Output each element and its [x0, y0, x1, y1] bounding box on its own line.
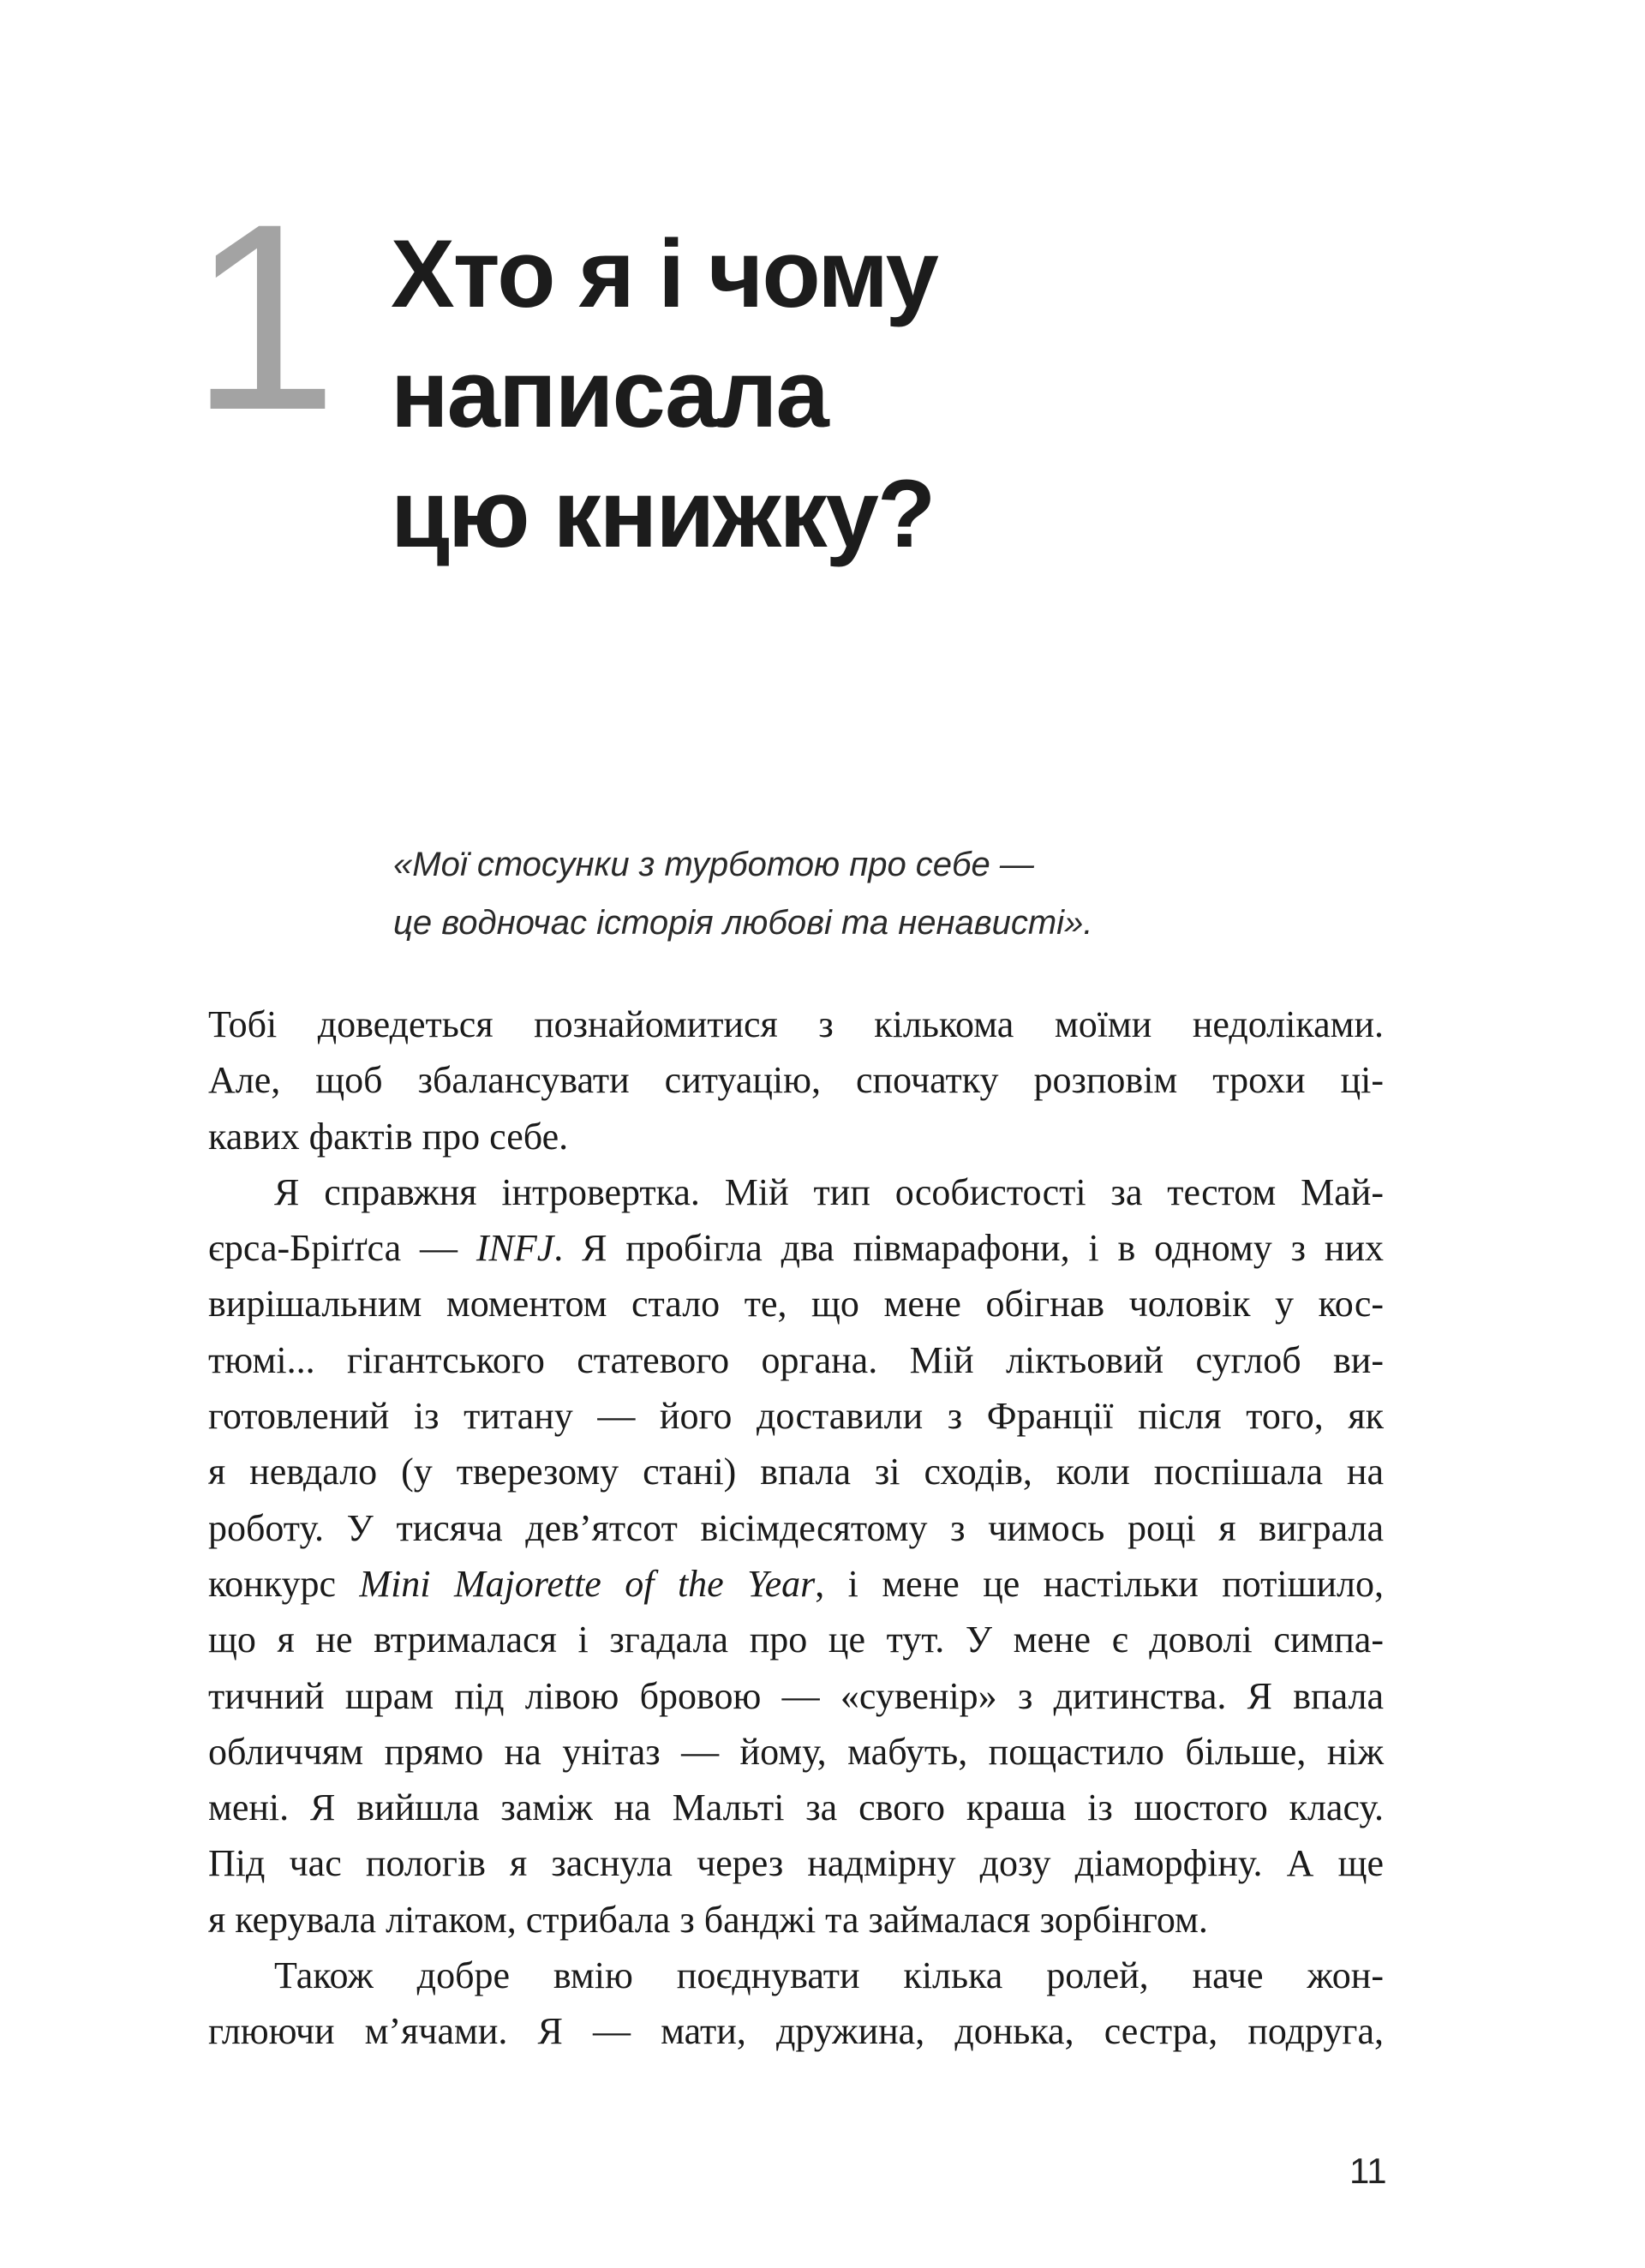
- chapter-number: 1: [190, 168, 338, 465]
- chapter-title-line: Хто я і чому: [391, 220, 937, 327]
- epigraph-line: «Мої стосунки з турботою про себе —: [393, 846, 1034, 883]
- body-line: вирішальним моментом стало те, що мене обігнав чоловік у кос-: [208, 1283, 1384, 1325]
- body-line: що я не втрималася і згадала про це тут. У мене є доволі симпа-: [208, 1619, 1384, 1661]
- body-text: [208, 996, 1384, 2060]
- italic-span: INFJ: [476, 1227, 554, 1270]
- body-line: готовлений із титану — його доставили з Франції після того, як: [208, 1395, 1384, 1438]
- page-number: 11: [1349, 2151, 1387, 2191]
- body-line: Також добре вмію поєднувати кілька ролей, наче жон-: [274, 1954, 1384, 1997]
- text-span: . Я пробігла два півмарафони, і в одному з них: [553, 1227, 1384, 1270]
- body-line: мені. Я вийшла заміж на Мальті за свого краша із шостого класу.: [208, 1786, 1384, 1829]
- chapter-title-line: цю книжку?: [391, 460, 935, 567]
- body-line: роботу. У тисяча дев’ятсот вісімдесятому з чимось році я виграла: [208, 1506, 1384, 1549]
- body-line: Але, щоб збалансувати ситуацію, спочатку розповім трохи ці-: [208, 1059, 1384, 1102]
- body-line: глюючи м’ячами. Я — мати, дружина, донька, сестра, подруга,: [208, 2010, 1384, 2053]
- body-line: [208, 1220, 1384, 1276]
- chapter-title: [391, 214, 937, 574]
- text-span: єрса-Бріґґса —: [208, 1227, 476, 1270]
- chapter-title-line: написала: [391, 340, 828, 447]
- text-span: конкурс: [208, 1562, 360, 1605]
- epigraph-line: це водночас історія любові та ненависті».: [393, 904, 1093, 942]
- body-line: Я справжня інтровертка. Мій тип особистості за тестом Май-: [274, 1170, 1384, 1213]
- body-line: кавих фактів про себе.: [208, 1115, 569, 1158]
- body-line: обличчям прямо на унітаз — йому, мабуть, пощастило більше, ніж: [208, 1730, 1384, 1773]
- body-line: [208, 1556, 1384, 1612]
- body-line: тичний шрам під лівою бровою — «сувенір» з дитинства. Я впала: [208, 1674, 1384, 1717]
- body-line: я керувала літаком, стрибала з банджі та займалася зорбінгом.: [208, 1898, 1208, 1941]
- text-span: , і мене це настільки потішило,: [815, 1562, 1384, 1605]
- body-line: Тобі доведеться познайомитися з кількома моїми недоліками.: [208, 1003, 1384, 1045]
- body-line: я невдало (у тверезому стані) впала зі сходів, коли поспішала на: [208, 1451, 1384, 1493]
- epigraph: [393, 835, 1092, 952]
- italic-span: Mini Majorette of the Year: [359, 1562, 816, 1605]
- body-line: тюмі... гігантського статевого органа. Мій ліктьовий суглоб ви-: [208, 1338, 1384, 1381]
- body-line: Під час пологів я заснула через надмірну дозу діаморфіну. А ще: [208, 1842, 1384, 1885]
